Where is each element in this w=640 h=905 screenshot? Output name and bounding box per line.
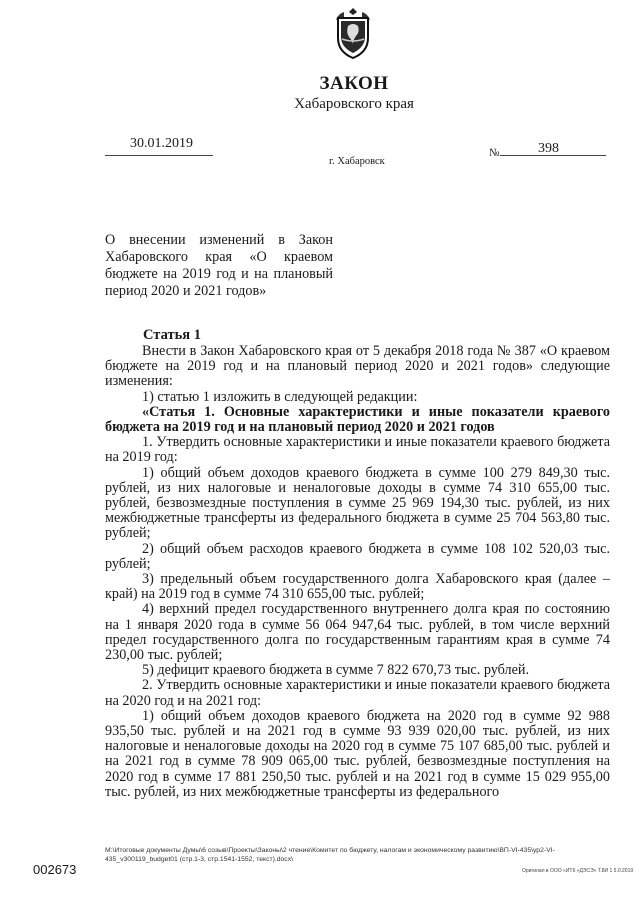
article-heading: Статья 1 bbox=[143, 327, 201, 343]
coat-of-arms-emblem bbox=[330, 6, 376, 60]
document-title: ЗАКОН bbox=[319, 73, 389, 94]
number-underline bbox=[500, 155, 606, 156]
paragraph: Внести в Закон Хабаровского края от 5 декабря 2018 года № 387 «О краевом бюджете на 2019 год и на плановый период 2020 и 2021 годов» следующие изменения: bbox=[105, 343, 610, 390]
paragraph: 5) дефицит краевого бюджета в сумме 7 822 670,73 тыс. рублей. bbox=[142, 662, 530, 679]
paragraph: 2. Утвердить основные характеристики и иные показатели краевого бюджета на 2020 год и на 2021 год: bbox=[105, 677, 610, 709]
paragraph: 3) предельный объем государственного долга Хабаровского края (далее – край) на 2019 год в сумме 74 310 655,00 тыс. рублей; bbox=[105, 571, 610, 603]
document-subtitle: Хабаровского края bbox=[294, 96, 414, 112]
number-sign: № bbox=[489, 147, 500, 159]
paragraph: 1. Утвердить основные характеристики и иные показатели краевого бюджета на 2019 год: bbox=[105, 434, 610, 466]
paragraph: 1) общий объем доходов краевого бюджета в сумме 100 279 849,30 тыс. рублей, из них налоговые и неналоговые доходы в сумме 74 310 655,00 тыс. рублей, безвозмездные поступления в сумме 25 969 194,30 тыс. рублей, из них межбюджетные трансферты из федерального бюджета в сумме 25 704 563,80 тыс. рублей; bbox=[105, 464, 610, 542]
file-path-footer: M:\Итоговые документы Думы\6 созыв\Проекты\Законы\2 чтение\Комитет по бюджету, налогам и экономическому развитию\ВП-VI-435\ур2-VI-435_v300119_budget01 (стр.1-3, стр.1541-1552, текст).docx\ bbox=[105, 847, 555, 863]
paragraph: 1) статью 1 изложить в следующей редакции: bbox=[142, 388, 418, 405]
article-body bbox=[105, 344, 610, 800]
registration-stamp-number: 002673 bbox=[33, 862, 77, 877]
law-subject: О внесении изменений в Закон Хабаровского края «О краевом бюджете на 2019 год и на плановый период 2020 и 2021 годов» bbox=[105, 232, 333, 299]
paragraph: 4) верхний предел государственного внутреннего долга края по состоянию на 1 января 2020 года в сумме 56 064 947,64 тыс. рублей, в том числе верхний предел государственного долга по государственным гарантиям края в сумме 74 230,00 тыс. рублей; bbox=[105, 601, 610, 664]
paragraph: 2) общий объем расходов краевого бюджета в сумме 108 102 520,03 тыс. рублей; bbox=[105, 540, 610, 572]
paragraph-bold-heading: «Статья 1. Основные характеристики и иные показатели краевого бюджета на 2019 год и на плановый период 2020 и 2021 годов bbox=[105, 403, 610, 436]
law-number: 398 bbox=[538, 141, 559, 156]
date-underline bbox=[105, 155, 213, 156]
law-date: 30.01.2019 bbox=[130, 136, 193, 151]
city-label: г. Хабаровск bbox=[329, 156, 385, 167]
print-code-footer: Оригинал в ООО «ИТК «ДЭСЭ» Т.8И 1 5.0.2019 bbox=[522, 868, 634, 874]
paragraph: 1) общий объем доходов краевого бюджета на 2020 год в сумме 92 988 935,50 тыс. рублей и на 2021 год в сумме 93 939 020,00 тыс. рублей, из них налоговые и неналоговые доходы на 2020 год в сумме 75 107 685,00 тыс. рублей и на 2021 год в сумме 78 909 065,00 тыс. рублей, безвозмездные поступления на 2020 год в сумме 17 881 250,50 тыс. рублей и на 2021 год в сумме 15 029 955,00 тыс. рублей, из них межбюджетные трансферты из федерального bbox=[105, 707, 610, 800]
